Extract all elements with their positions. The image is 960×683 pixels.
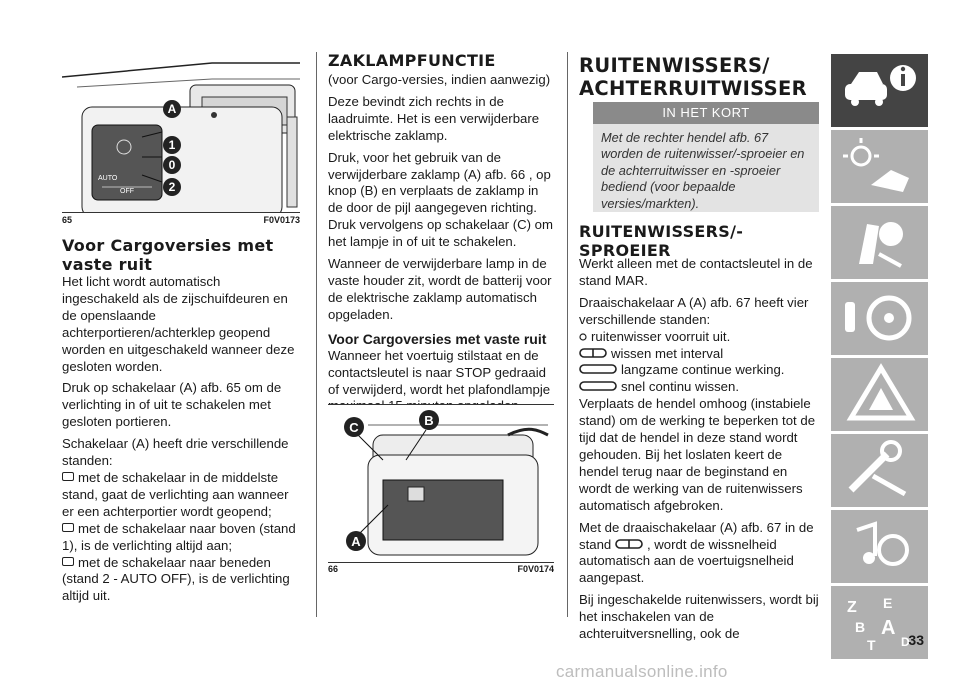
tab-car-info[interactable] (831, 54, 928, 127)
figure-code: F0V0174 (517, 564, 554, 574)
label-B: B (424, 413, 434, 428)
mode-slow-item: langzame continue werking. (579, 362, 819, 379)
wiper-interval-symbol-icon (615, 537, 643, 554)
music-phone-icon (831, 510, 928, 583)
tab-safety[interactable] (831, 206, 928, 279)
wiper-interval-symbol-icon (579, 346, 607, 363)
svg-text:E: E (883, 595, 893, 611)
tab-multimedia[interactable] (831, 510, 928, 583)
paragraph: Het licht wordt automatisch ingeschakeld als de zijschuifdeuren en de openslaande achterportieren/achterklep geopend worden en uitgeschakeld wanneer deze gesloten worden. (62, 274, 295, 374)
label-A: A (351, 534, 361, 549)
summary-box-title: IN HET KORT (593, 102, 819, 124)
wrench-tools-icon (831, 434, 928, 507)
label-A: A (167, 102, 177, 116)
tab-starting-driving[interactable] (831, 282, 928, 355)
section-heading: ZAKLAMPFUNCTIE (328, 51, 496, 70)
paragraph: Wanneer het voertuig stilstaat en de contactsleutel is naar STOP gedraaid of verwijderd, wordt het plafondlampje (328, 347, 551, 397)
light-switch-illustration (62, 57, 300, 212)
bullet-icon (62, 557, 74, 566)
mode-interval-item: wissen met interval (579, 346, 819, 363)
svg-text:T: T (867, 637, 876, 653)
column-divider (567, 52, 568, 617)
wiper-slow-symbol-icon (579, 362, 617, 379)
section-heading: RUITENWISSERS/-SPROEIER (579, 222, 744, 260)
airbag-seat-icon (831, 206, 928, 279)
label-C: C (349, 420, 359, 435)
paragraph: Wanneer de verwijderbare lamp in de vaste houder zit, wordt de batterij voor de elektrische zaklamp automatisch opgeladen. (328, 256, 552, 322)
label-2: 2 (168, 180, 176, 194)
paragraph: Druk op schakelaar (A) afb. 65 om de verlichting in of uit te schakelen met gesloten portieren. (62, 380, 282, 430)
paragraph: Bij ingeschakelde ruitenwissers, wordt bij het inschakelen van de achteruitversnelling, ook de (579, 592, 819, 642)
watermark: carmanualsonline.info (556, 662, 728, 681)
tab-maintenance[interactable] (831, 434, 928, 507)
section-heading: Voor Cargoversies met vaste ruit (62, 236, 274, 274)
bullet-item: met de schakelaar in de middelste stand, gaat de verlichting aan wanneer er een achterportier wordt geopend; (62, 469, 289, 519)
tab-dashboard-lights[interactable] (831, 130, 928, 203)
warning-triangle-icon (831, 358, 928, 431)
paragraph: Werkt alleen met de contactsleutel in de stand MAR. (579, 256, 813, 288)
page-number: 33 (908, 632, 924, 648)
paragraph: Schakelaar (A) heeft drie verschillende standen: (62, 436, 289, 469)
figure-number: 66 (328, 564, 339, 574)
steering-wheel-key-icon (831, 282, 928, 355)
wiper-fast-symbol-icon (579, 379, 617, 396)
svg-text:Z: Z (847, 599, 857, 616)
summary-box-text: Met de rechter hendel afb. 67 worden de ruitenwisser/-sproeier en de achterruitwisser en -sproeier bediend (voor bepaalde versies/markten). (601, 130, 805, 211)
paragraph: Deze bevindt zich rechts in de laadruimte. Het is een verwijderbare elektrische zaklamp. (328, 93, 540, 143)
figure-65 (62, 57, 300, 213)
bullet-icon (62, 523, 74, 532)
figure-number: 65 (62, 215, 73, 225)
figure-65-caption (62, 215, 300, 225)
figure-66-caption (328, 564, 554, 574)
dashboard-lights-icon (831, 130, 928, 203)
label-1: 1 (168, 138, 176, 152)
auto-label: AUTO (98, 175, 118, 182)
paragraph: Druk, voor het gebruik van de verwijderbare zaklamp (A) afb. 66 , op knop (B) en verplaats de zaklamp in de door de pijl aangegeven richting. Druk vervolgens op schakelaar (C) om het lampje in of uit te schakelen. (328, 149, 554, 250)
figure-66 (328, 404, 554, 563)
label-0: 0 (168, 158, 176, 172)
subheading: (voor Cargo-versies, indien aanwezig) (328, 72, 551, 87)
tab-index[interactable] (831, 586, 928, 659)
subsection-heading: Voor Cargoversies met vaste ruit (328, 330, 547, 347)
bullet-item: met de schakelaar naar boven (stand 1), is de verlichting altijd aan; (62, 520, 296, 553)
paragraph: Met de draaischakelaar (A) afb. 67 in de stand , wordt de wissnelheid automatisch aan de voertuigsnelheid aangepast. (579, 519, 814, 586)
svg-text:A: A (881, 617, 896, 639)
flashlight-illustration (328, 405, 554, 562)
tab-emergency[interactable] (831, 358, 928, 431)
bullet-icon (62, 472, 74, 481)
chapter-title-line-2: ACHTERRUITWISSER (579, 77, 807, 100)
svg-text:B: B (855, 619, 866, 635)
bullet-item: met de schakelaar naar beneden (stand 2 - AUTO OFF), is de verlichting altijd uit. (62, 554, 290, 604)
mode-fast-item: snel continu wissen. (579, 379, 819, 396)
car-info-icon (831, 54, 928, 127)
wiper-off-symbol-icon (579, 329, 587, 346)
off-label: OFF (120, 188, 134, 195)
paragraph: Verplaats de hendel omhoog (instabiele stand) om de werking te beperken tot de tijd dat de hendel in deze stand wordt gehouden. Bij het loslaten keert de hendel terug naar de beginstand en wordt de werking van de ruitenwissers automatisch afgebroken. (579, 396, 816, 513)
chapter-title-line-1: RUITENWISSERS/ (579, 54, 770, 77)
column-divider (316, 52, 317, 617)
svg-text:D: D (901, 635, 910, 649)
alphabet-index-icon (831, 586, 928, 659)
mode-off-item: ruitenwisser voorruit uit. (579, 329, 819, 346)
summary-box (593, 102, 819, 212)
paragraph: Draaischakelaar A (A) afb. 67 heeft vier verschillende standen: (579, 294, 809, 327)
figure-code: F0V0173 (263, 215, 300, 225)
